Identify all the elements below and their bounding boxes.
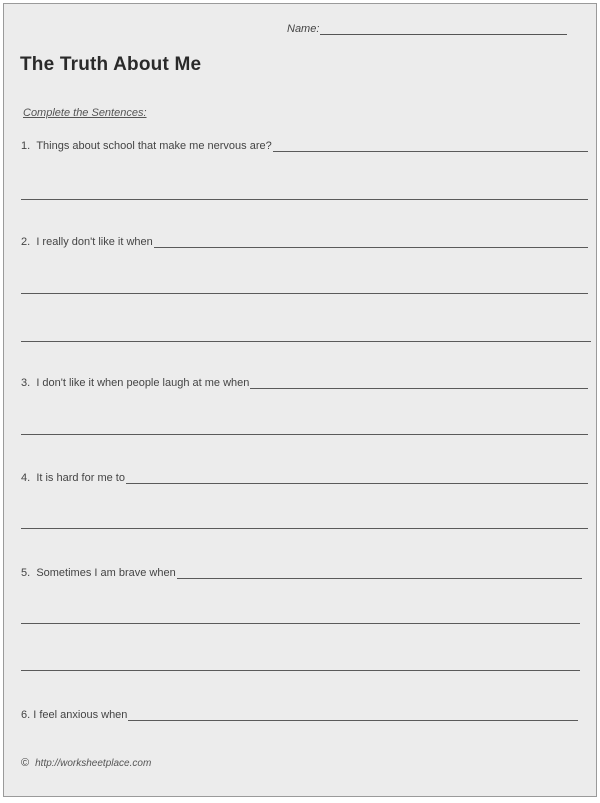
question-3-extra-line-1: [21, 434, 588, 435]
question-3-row: [21, 375, 588, 389]
question-3-number: 3.: [21, 377, 31, 389]
question-4-answer-line: [126, 473, 588, 484]
question-2-row: [21, 234, 588, 248]
worksheet-page: [3, 3, 597, 797]
copyright-symbol: ©: [21, 757, 30, 769]
question-1-extra-line-1: [21, 199, 588, 200]
footer: [21, 757, 151, 769]
question-4-text: It is hard for me to: [36, 472, 125, 484]
question-2-answer-line: [154, 237, 588, 248]
question-6-text: I feel anxious when: [33, 709, 128, 721]
question-2-extra-line-1: [21, 293, 588, 294]
question-6-answer-line: [128, 710, 578, 721]
name-label: Name:: [287, 23, 320, 35]
worksheet-title: The Truth About Me: [20, 54, 202, 75]
question-1-row: [21, 138, 588, 152]
question-2-text: I really don't like it when: [36, 236, 153, 248]
question-5-number: 5.: [21, 567, 31, 579]
question-6-row: [21, 707, 578, 721]
question-2-extra-line-2: [21, 341, 591, 342]
question-3-answer-line: [250, 378, 588, 389]
question-4-row: [21, 470, 588, 484]
question-5-row: [21, 565, 582, 579]
question-4-number: 4.: [21, 472, 31, 484]
question-5-extra-line-2: [21, 670, 580, 671]
question-3-text: I don't like it when people laugh at me when: [36, 377, 250, 389]
question-5-answer-line: [177, 568, 582, 579]
footer-url: http://worksheetplace.com: [35, 757, 152, 769]
question-1-number: 1.: [21, 140, 31, 152]
question-6-number: 6.: [21, 709, 31, 721]
question-1-answer-line: [273, 141, 588, 152]
name-write-line: [320, 22, 567, 35]
instructions-heading: Complete the Sentences:: [23, 107, 147, 119]
question-1-text: Things about school that make me nervous are?: [36, 140, 272, 152]
question-4-extra-line-1: [21, 528, 588, 529]
question-2-number: 2.: [21, 236, 31, 248]
question-5-extra-line-1: [21, 623, 580, 624]
question-5-text: Sometimes I am brave when: [36, 567, 176, 579]
name-field-row: [287, 22, 567, 35]
